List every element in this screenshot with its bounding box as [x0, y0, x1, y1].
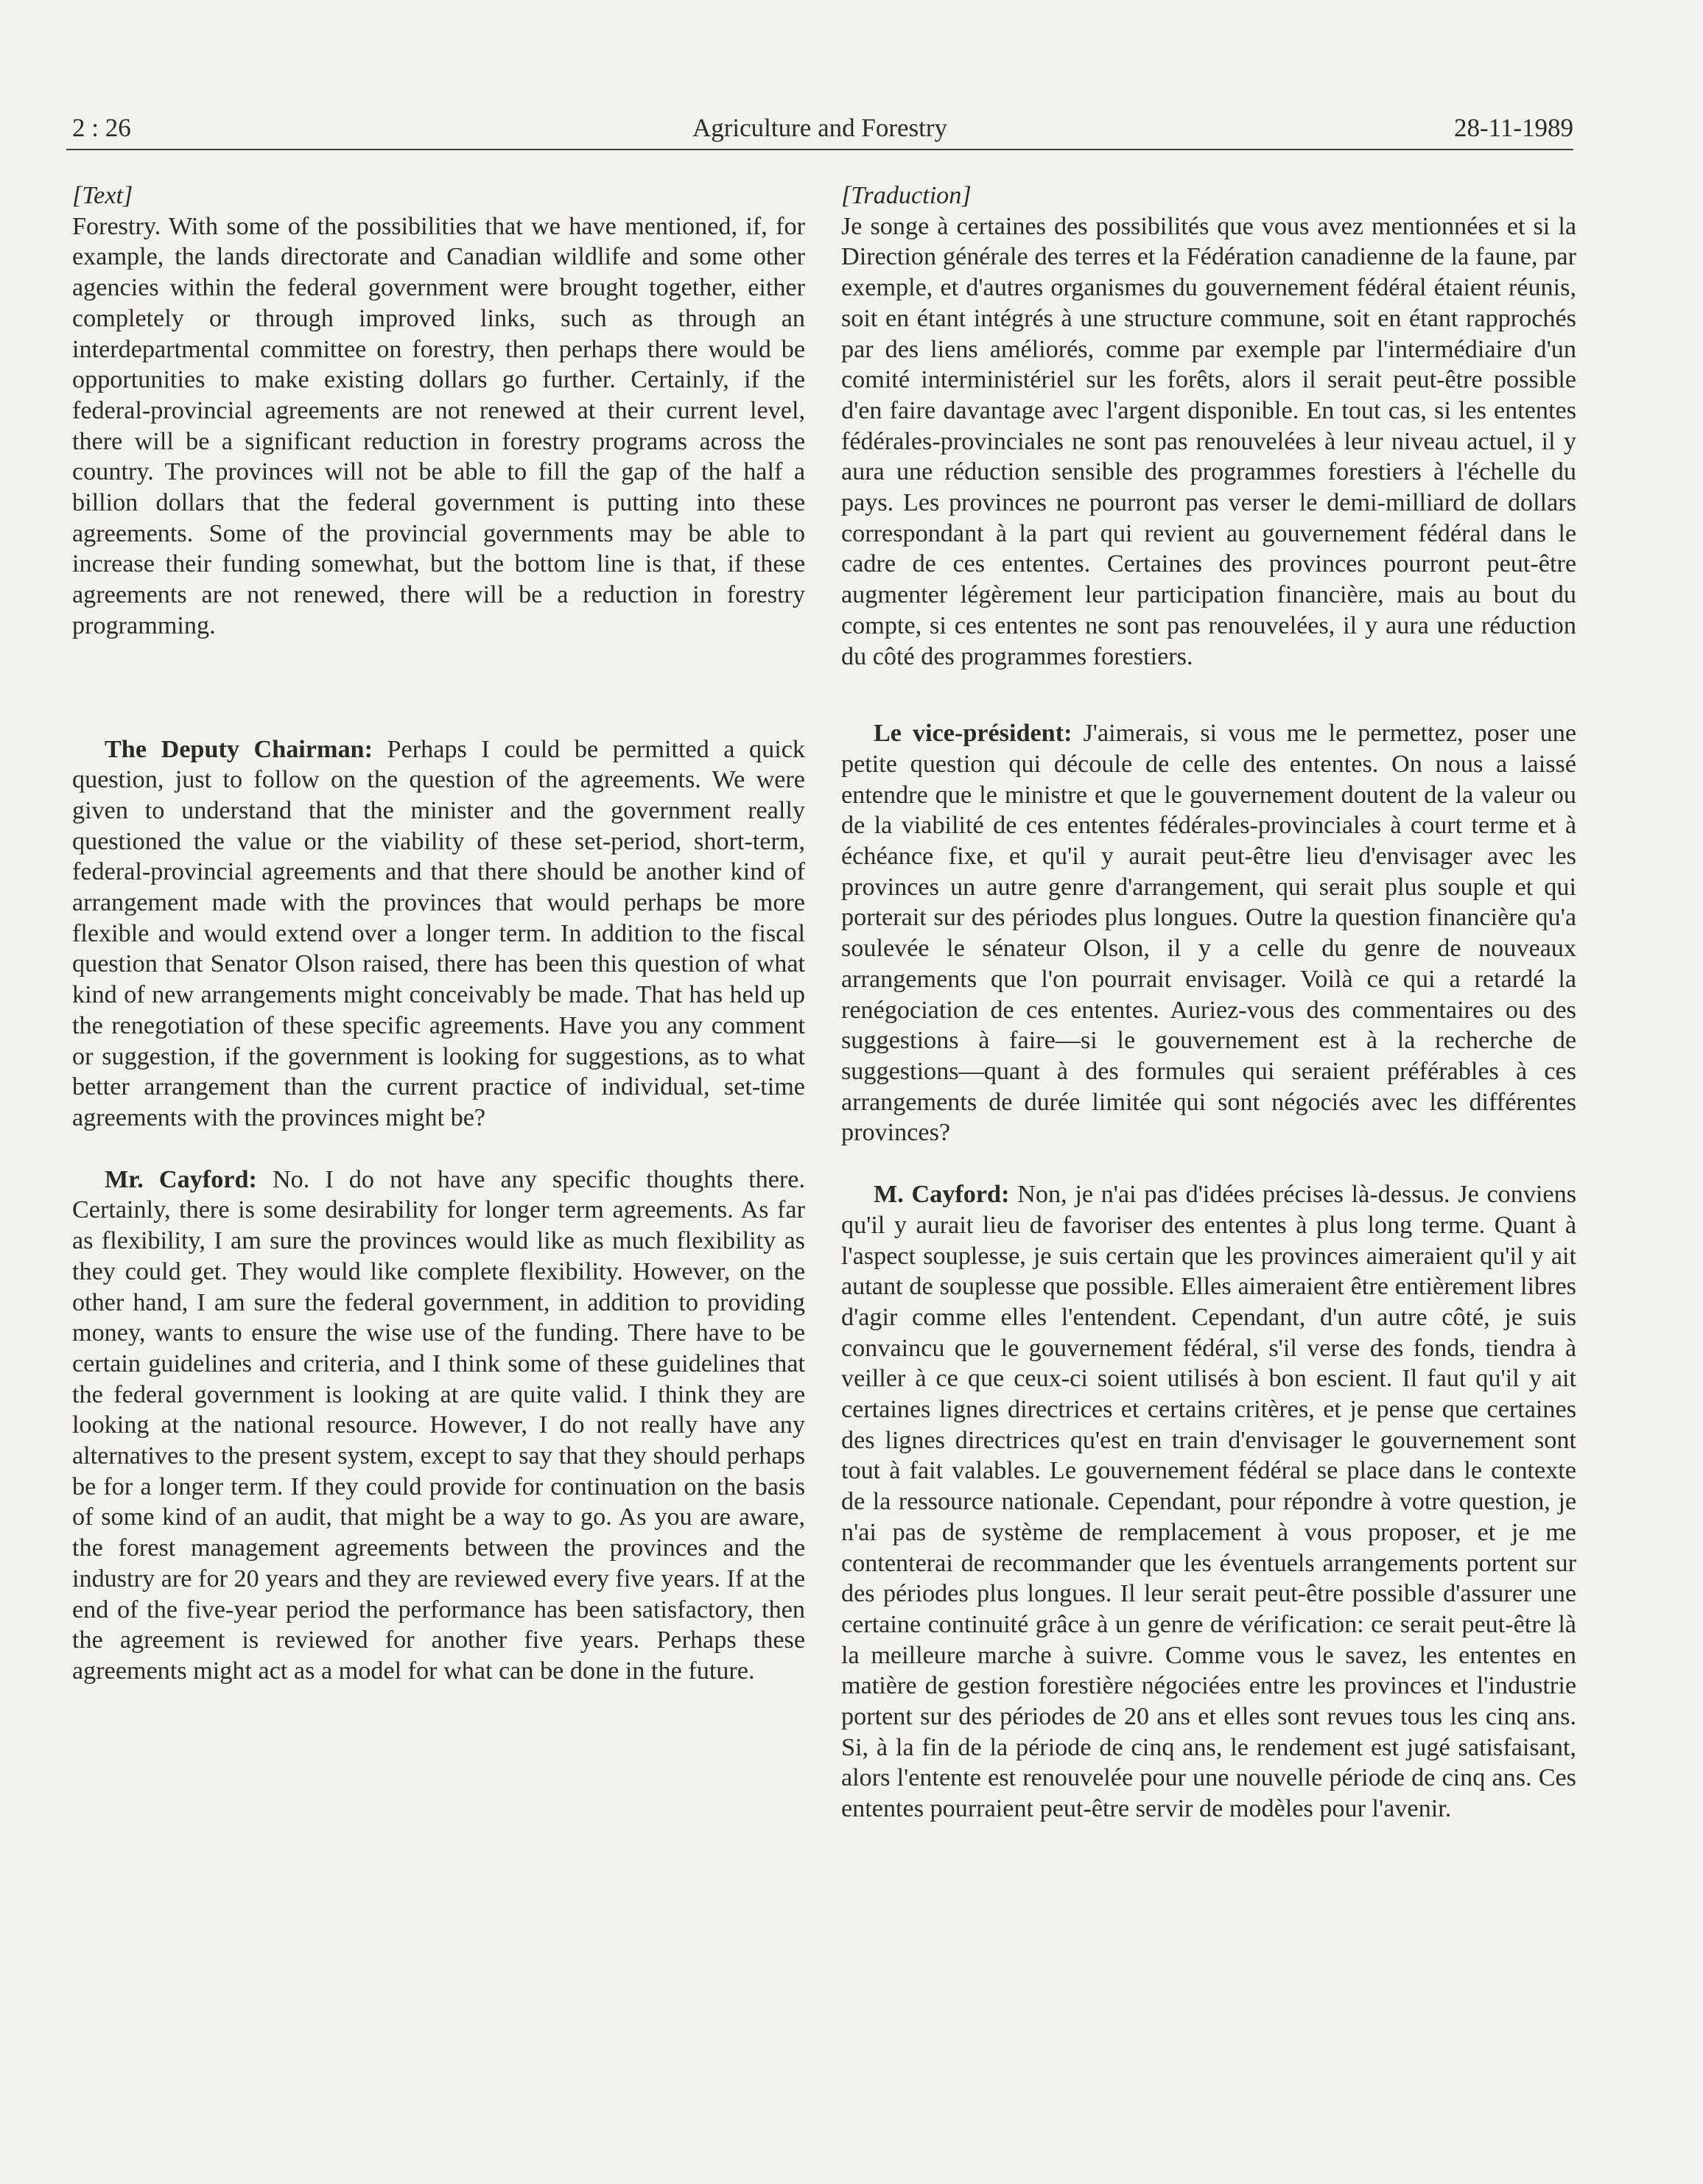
issue-date: 28-11-1989 — [1453, 113, 1573, 142]
speech-text: Non, je n'ai pas d'idées précises là-dessus. Je conviens qu'il y aurait lieu de favoriser des ententes à plus long terme. Quant à l'aspect souplesse, je suis certain que les provinces aimeraient qu'il y ait autant de souplesse que possible. Elles aimeraient être entièrement libres d'agir comme elles l'entendent. Cependant, d'un autre côté, je suis convaincu que le gouvernement fédéral, s'il verse des fonds, tiendra à veiller à ce que ceux-ci soient utilisés à bon escient. Il faut qu'il y ait certaines lignes directrices et certains critères, et je pense que certaines des lignes directrices qu'est en train d'envisager le gouvernement sont tout à fait valables. Le gouvernement fédéral se place dans le contexte de la ressource nationale. Cependant, pour répondre à votre question, je n'ai pas de système de remplacement à vous proposer, et je me contenterai de recommander que les éventuels arrangements portent sur des périodes plus longues. Il leur serait peut-être possible d'assurer une certaine continuité grâce à un genre de vérification: ce serait peut-être là la meilleure marche à suivre. Comme vous le savez, les ententes en matière de gestion forestière négociées entre les provinces et l'industrie portent sur des périodes de 20 ans et elles sont revues tous les cinq ans. Si, à la fin de la période de cinq ans, le rendement est jugé satisfaisant, alors l'entente est renouvelée pour une nouvelle période de cinq ans. Ces ententes pourraient peut-être servir de modèles pour l'avenir. — [841, 1181, 1576, 1823]
french-label: [Traduction] — [841, 182, 972, 209]
speech-text: J'aimerais, si vous me le permettez, poser une petite question qui découle de celle des ententes. On nous a laissé entendre que le ministre et que le gouvernement doutent de la valeur ou de la viabilité de ces ententes fédérales-provinciales à court terme et à échéance fixe, et qu'il y aurait peut-être lieu d'envisager avec les provinces un autre genre d'arrangement, qui serait plus souple et qui porterait sur des périodes plus longues. Outre la question financière qu'a soulevée le sénateur Olson, il y a celle du genre de nouveaux arrangements que l'on pourrait envisager. Voilà ce qui a retardé la renégociation de ces ententes. Auriez-vous des commentaires ou des suggestions à faire—si le gouvernement est à la recherche de suggestions—quant à des formules qui seraient préférables à ces arrangements de durée limitée qui sont négociés avec les différentes provinces? — [841, 720, 1576, 1147]
speaker-name: M. Cayford: — [874, 1181, 1010, 1209]
english-paragraph-3 — [72, 1165, 805, 1687]
speaker-name: Mr. Cayford: — [105, 1165, 257, 1193]
french-paragraph-1: Je songe à certaines des possibilités que vous avez mentionnées et si la Direction générale des terres et la Fédération canadienne de la faune, par exemple, et d'autres organismes du gouvernement fédéral étaient réunis, soit en étant intégrés à une structure commune, soit en étant rapprochés par des liens améliorés, comme par exemple par l'intermédiaire d'un comité interministériel sur les forêts, alors il serait peut-être possible d'en faire davantage avec l'argent disponible. En tout cas, si les ententes fédérales-provinciales ne sont pas renouvelées à leur niveau actuel, il y aura une réduction sensible des programmes forestiers à l'échelle du pays. Les provinces ne pourront pas verser le demi-milliard de dollars correspondant à la part qui revient au gouvernement fédéral dans le cadre de ces ententes. Certaines des provinces pourront peut-être augmenter légèrement leur participation financière, mais au bout du compte, si ces ententes ne sont pas renouvelées, il y aura une réduction du côté des programmes forestiers. — [841, 212, 1576, 670]
page-header — [66, 112, 1573, 153]
french-paragraph-2 — [841, 718, 1576, 1148]
header-rule — [66, 149, 1573, 150]
speaker-name: Le vice-président: — [874, 720, 1072, 748]
french-column — [841, 180, 1576, 1825]
english-paragraph-1: Forestry. With some of the possibilities that we have mentioned, if, for example, the lands directorate and Canadian wildlife and some other agencies within the federal government were brought together, either completely or through improved links, such as through an interdepartmental committee on forestry, then perhaps there would be opportunities to make existing dollars go further. Certainly, if the federal-provincial agreements are not renewed at their current level, there will be a significant reduction in forestry programs across the country. The provinces will not be able to fill the gap of the half a billion dollars that the federal government is putting into these agreements. Some of the provincial governments may be able to increase their funding somewhat, but the bottom line is that, if these agreements are not renewed, there will be a reduction in forestry programming. — [72, 212, 805, 639]
english-label: [Text] — [72, 182, 133, 209]
page-number: 2 : 26 — [72, 113, 131, 142]
speaker-name: The Deputy Chairman: — [105, 735, 373, 763]
english-paragraph-2 — [72, 734, 805, 1134]
french-paragraph-3 — [841, 1179, 1576, 1825]
journal-title: Agriculture and Forestry — [692, 113, 948, 142]
speech-text: No. I do not have any specific thoughts there. Certainly, there is some desirability for longer term agreements. As far as flexibility, I am sure the provinces would like as much flexibility as they could get. They would like complete flexibility. However, on the other hand, I am sure the federal government, in addition to providing money, wants to ensure the wise use of the funding. There have to be certain guidelines and criteria, and I think some of these guidelines that the federal government is looking at are quite valid. I think they are looking at the national resource. However, I do not really have any alternatives to the present system, except to say that they should perhaps be for a longer term. If they could provide for continuation on the basis of some kind of an audit, that might be a way to go. As you are aware, the forest management agreements between the provinces and the industry are for 20 years and they are reviewed every five years. If at the end of the five-year period the performance has been satisfactory, then the agreement is reviewed for another five years. Perhaps these agreements might act as a model for what can be done in the future. — [72, 1165, 805, 1685]
speech-text: Perhaps I could be permitted a quick question, just to follow on the question of the agreements. We were given to understand that the minister and the government really questioned the value or the viability of these set-period, short-term, federal-provincial agreements and that there should be another kind of arrangement made with the provinces that would perhaps be more flexible and would extend over a longer term. In addition to the fiscal question that Senator Olson raised, there has been this question of what kind of new arrangements might conceivably be made. That has held up the renegotiation of these specific agreements. Have you any comment or suggestion, if the government is looking for suggestions, as to what better arrangement than the current practice of individual, set-time agreements with the provinces might be? — [72, 735, 805, 1131]
english-column — [72, 180, 805, 1687]
